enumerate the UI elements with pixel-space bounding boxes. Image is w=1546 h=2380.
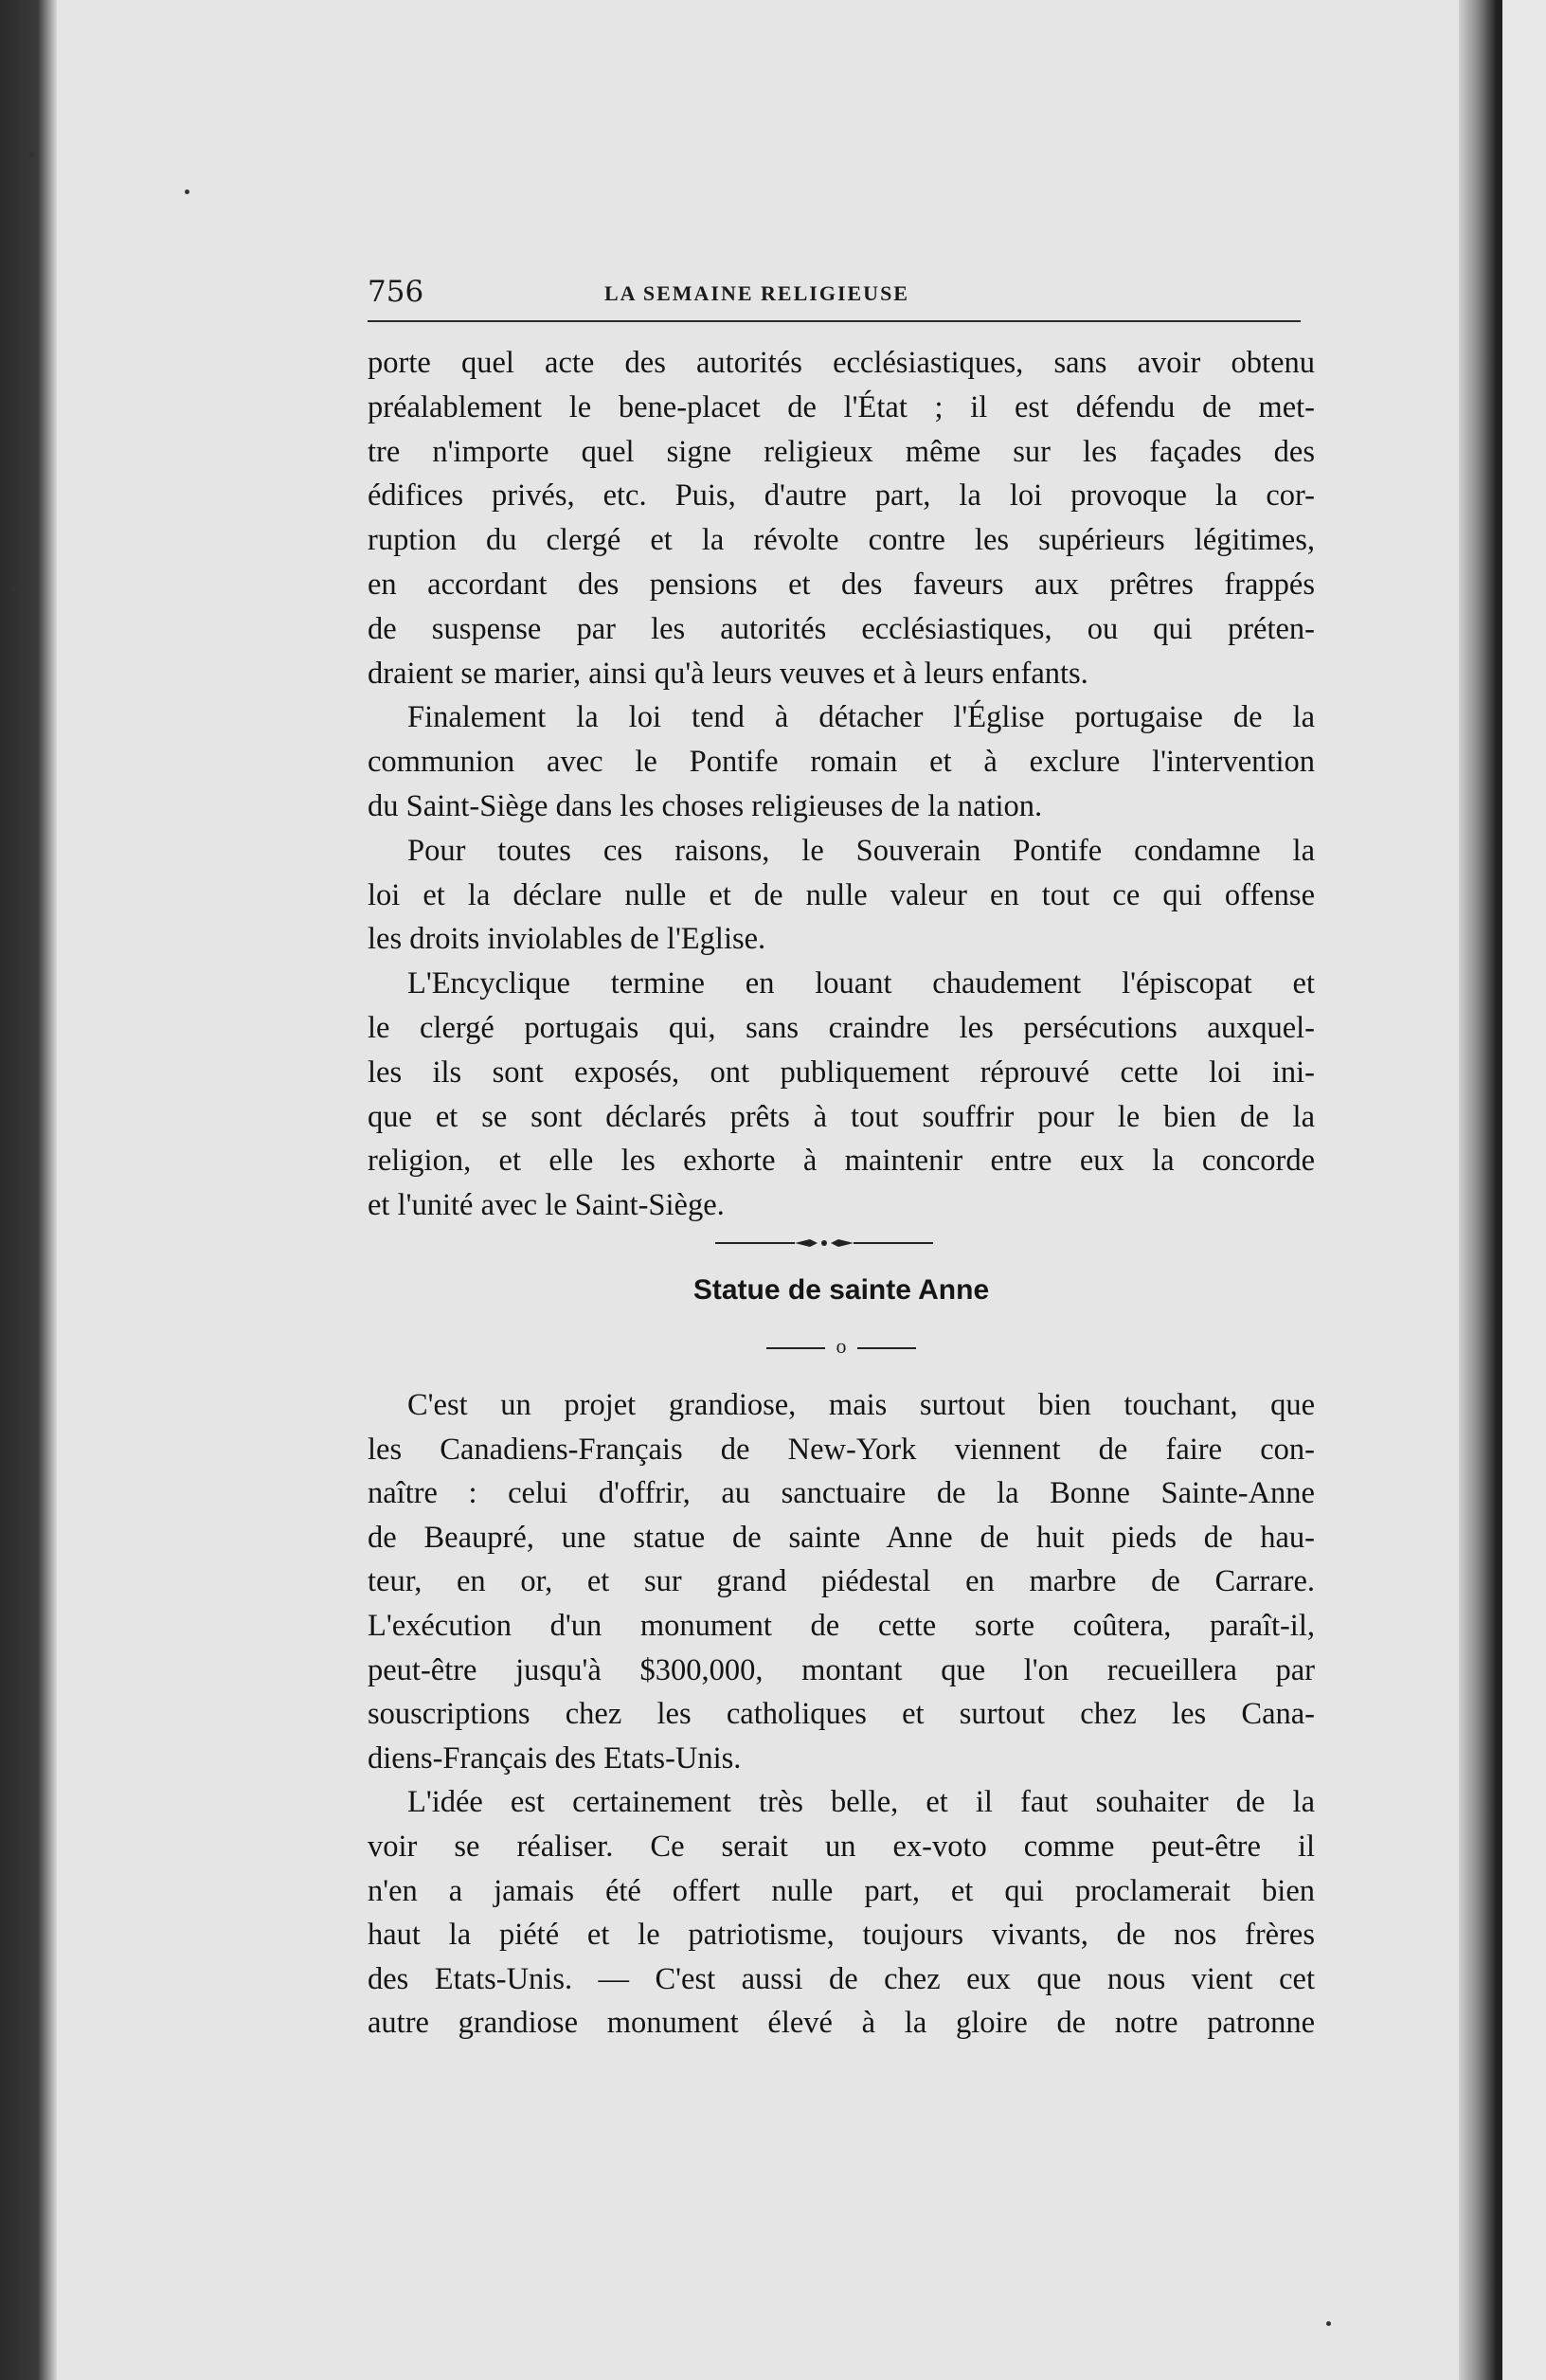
text-line: L'idée est certainement très belle, et il faut souhaiter de la <box>407 1785 1315 1820</box>
paragraph <box>368 1383 1315 1780</box>
article-body-statue <box>368 1383 1315 2046</box>
text-line: préalablement le bene-placet de l'État ; il est défendu de met- <box>368 389 1315 424</box>
text-line: draient se marier, ainsi qu'à leurs veuves et à leurs enfants. <box>368 656 1088 691</box>
text-line: diens-Français des Etats-Unis. <box>368 1740 742 1776</box>
text-line: L'Encyclique termine en louant chaudement l'épiscopat et <box>407 966 1315 1001</box>
paragraph <box>368 695 1315 828</box>
text-line: autre grandiose monument élevé à la gloire de notre patronne <box>368 2006 1315 2041</box>
text-line: voir se réaliser. Ce serait un ex-voto comme peut-être il <box>368 1829 1315 1864</box>
text-line: Pour toutes ces raisons, le Souverain Pontife condamne la <box>407 833 1315 868</box>
paragraph <box>368 829 1315 962</box>
text-line: en accordant des pensions et des faveurs aux prêtres frappés <box>368 567 1315 602</box>
divider-rule-left <box>766 1347 825 1349</box>
facing-page-edge <box>1497 0 1546 2380</box>
page-number: 756 <box>368 275 424 309</box>
text-line: C'est un projet grandiose, mais surtout bien touchant, que <box>407 1388 1315 1422</box>
journal-title: LA SEMAINE RELIGIEUSE <box>604 281 909 305</box>
text-line: édifices privés, etc. Puis, d'autre part, la loi provoque la cor- <box>368 478 1315 514</box>
running-head <box>368 275 1315 316</box>
paragraph <box>368 962 1315 1228</box>
scan-speck <box>1326 2321 1331 2326</box>
text-line: le clergé portugais qui, sans craindre les persécutions auxquel- <box>368 1010 1315 1045</box>
text-line: de suspense par les autorités ecclésiastiques, ou qui préten- <box>368 611 1315 646</box>
text-line: de Beaupré, une statue de sainte Anne de huit pieds de hau- <box>368 1520 1315 1555</box>
text-line: souscriptions chez les catholiques et surtout chez les Cana- <box>368 1697 1315 1732</box>
paragraph <box>368 341 1315 695</box>
text-line: et l'unité avec le Saint-Siège. <box>368 1188 725 1223</box>
text-line: que et se sont déclarés prêts à tout souffrir pour le bien de la <box>368 1099 1315 1134</box>
section-title: Statue de sainte Anne <box>692 1274 990 1306</box>
article-body-encyclique <box>368 341 1315 1228</box>
text-line: peut-être jusqu'à $300,000, montant que l'on recueillera par <box>368 1652 1315 1687</box>
header-rule <box>368 320 1301 322</box>
text-line: les ils sont exposés, ont publiquement réprouvé cette loi ini- <box>368 1055 1315 1090</box>
text-line: ruption du clergé et la révolte contre les supérieurs légitimes, <box>368 523 1315 558</box>
text-line: communion avec le Pontife romain et à exclure l'intervention <box>368 745 1315 780</box>
text-line: porte quel acte des autorités ecclésiastiques, sans avoir obtenu <box>368 346 1315 380</box>
gutter-shadow <box>1459 0 1497 2380</box>
text-line: L'exécution d'un monument de cette sorte coûtera, paraît-il, <box>368 1608 1315 1643</box>
scan-speck <box>11 587 16 592</box>
scan-speck <box>185 189 189 194</box>
text-line: des Etats-Unis. — C'est aussi de chez eux que nous vient cet <box>368 1961 1315 1996</box>
text-line: n'en a jamais été offert nulle part, et qui proclamerait bien <box>368 1873 1315 1908</box>
text-line: naître : celui d'offrir, au sanctuaire de la Bonne Sainte-Anne <box>368 1476 1315 1511</box>
ornament-divider-icon <box>715 1236 933 1250</box>
text-line: tre n'importe quel signe religieux même sur les façades des <box>368 434 1315 469</box>
text-line: loi et la déclare nulle et de nulle valeur en tout ce qui offense <box>368 877 1315 912</box>
text-line: les Canadiens-Français de New-York viennent de faire con- <box>368 1432 1315 1467</box>
scan-speck <box>28 152 34 157</box>
text-line: les droits inviolables de l'Eglise. <box>368 922 766 957</box>
divider-rule-right <box>857 1347 916 1349</box>
divider-mark: o <box>836 1334 847 1358</box>
text-line: du Saint-Siège dans les choses religieuses de la nation. <box>368 788 1043 823</box>
text-line: teur, en or, et sur grand piédestal en marbre de Carrare. <box>368 1564 1315 1599</box>
text-line: religion, et elle les exhorte à maintenir entre eux la concorde <box>368 1144 1315 1179</box>
text-line: haut la piété et le patriotisme, toujours vivants, de nos frères <box>368 1918 1315 1953</box>
paragraph <box>368 1780 1315 2046</box>
small-divider <box>368 1334 1315 1359</box>
text-line: Finalement la loi tend à détacher l'Église portugaise de la <box>407 700 1315 735</box>
